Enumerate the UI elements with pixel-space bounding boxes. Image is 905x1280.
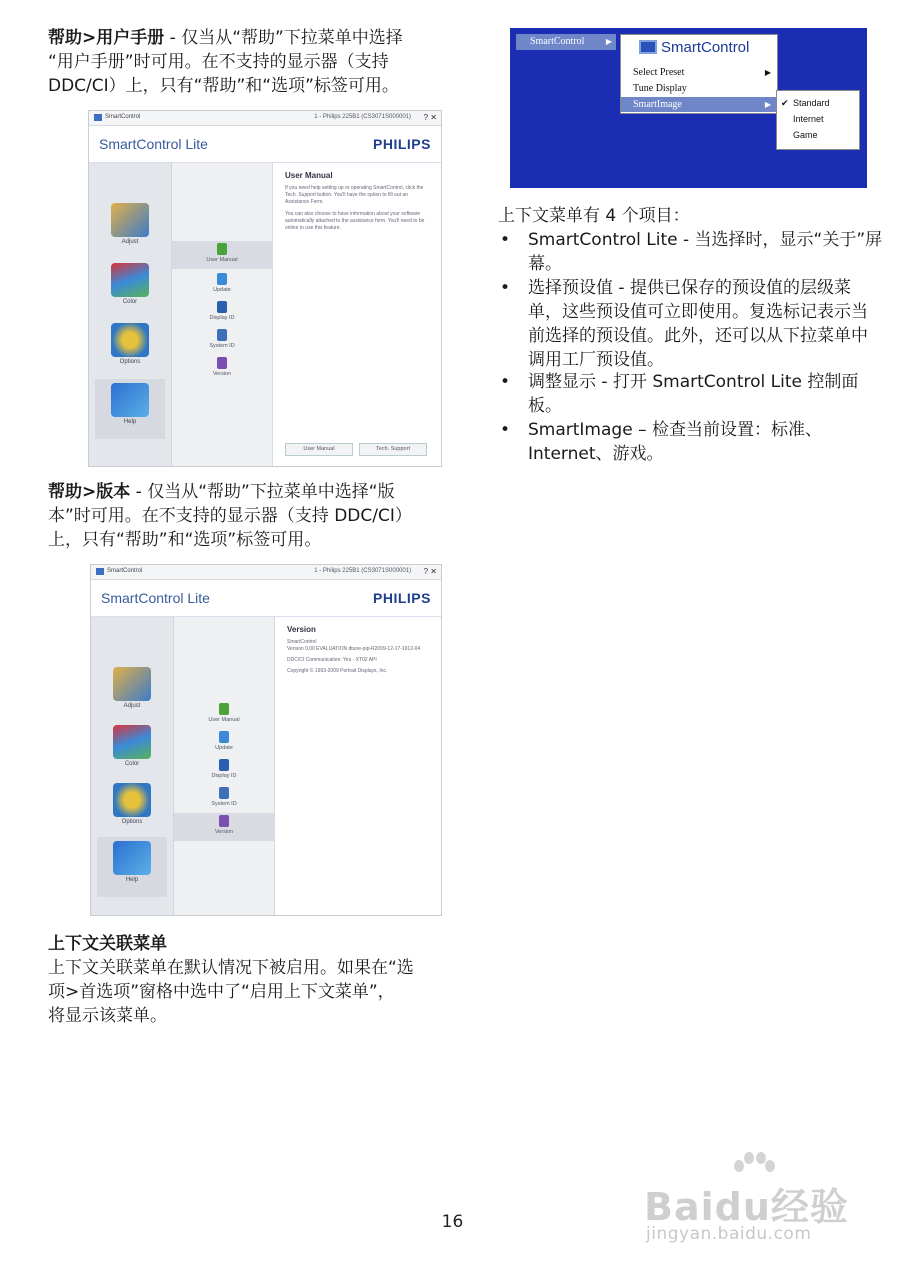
display-id-icon (217, 301, 227, 313)
user-manual-heading: 帮助>用户手册 (48, 28, 165, 48)
sub-display-id[interactable]: Display ID (174, 757, 274, 785)
user-manual-button[interactable]: User Manual (285, 443, 353, 456)
content-title: Version (287, 625, 316, 634)
product-title: SmartControl Lite (99, 136, 208, 152)
smartcontrol-app-icon (96, 568, 104, 575)
smartcontrol-submenu (620, 34, 778, 114)
context-menu-screenshot (510, 28, 867, 188)
sub-system-id[interactable]: System ID (174, 785, 274, 813)
version-heading: 帮助>版本 (48, 482, 131, 502)
nav-color[interactable]: Color (97, 721, 167, 781)
help-question-icon (111, 383, 149, 417)
sub-update[interactable]: Update (172, 271, 272, 299)
sub-menu-column (174, 617, 275, 915)
nav-options[interactable]: Options (97, 779, 167, 839)
user-manual-screenshot (88, 110, 442, 467)
version-screenshot (90, 564, 442, 916)
version-icon (217, 357, 227, 369)
app-header (89, 126, 441, 163)
nav-help[interactable]: Help (97, 837, 167, 897)
sub-user-manual[interactable]: User Manual (172, 241, 272, 269)
baidu-watermark (640, 1150, 870, 1250)
sub-menu-column (172, 163, 273, 466)
product-title: SmartControl Lite (101, 590, 210, 606)
help-question-icon (113, 841, 151, 875)
color-icon (111, 263, 149, 297)
color-icon (113, 725, 151, 759)
window-controls[interactable]: ? ✕ (423, 567, 437, 576)
version-info: SmartControl Version 0.00 EVALUATION dtune-pip-R2009-12-17-1912-04 DDC/CI Communication: Yes - XT02 API Copyright © 1993-2009 Portrait Displays, Inc. (287, 639, 421, 674)
content-pane (273, 163, 441, 466)
content-title: User Manual (285, 171, 333, 180)
version-paragraph: 帮助>版本 - 仅当从“帮助”下拉菜单中选择“版 本”时可用。在不支持的显示器（支持 DDC/CI） 上，只有“帮助”和“选项”标签可用。 (48, 482, 412, 550)
context-menu-intro: 上下文菜单有 4 个项目： (498, 206, 690, 226)
submenu-arrow-icon: ▶ (605, 37, 612, 46)
context-menu-paragraph: 上下文关联菜单 上下文关联菜单在默认情况下被启用。如果在“选 项>首选项”窗格中选中了“启用上下文菜单”， 将显示该菜单。 (48, 934, 414, 1026)
menu-standard[interactable]: ✔ Standard (777, 95, 859, 111)
brand-logo: PHILIPS (373, 590, 431, 606)
sub-user-manual[interactable]: User Manual (174, 701, 274, 729)
sub-display-id[interactable]: Display ID (172, 299, 272, 327)
app-header (91, 580, 441, 617)
user-manual-icon (219, 703, 229, 715)
menu-internet[interactable]: Internet (793, 114, 824, 124)
version-icon (219, 815, 229, 827)
sub-version[interactable]: Version (172, 355, 272, 383)
content-pane (275, 617, 441, 915)
context-menu-heading: 上下文关联菜单 (48, 934, 167, 954)
user-manual-paragraph: 帮助>用户手册 - 仅当从“帮助”下拉菜单中选择 “用户手册”时可用。在不支持的显示器（支持 DDC/CI）上，只有“帮助”和“选项”标签可用。 (48, 28, 403, 96)
checkmark-icon: ✔ (781, 98, 789, 108)
nav-column (89, 163, 172, 466)
nav-options[interactable]: Options (95, 319, 165, 379)
options-gear-icon (111, 323, 149, 357)
adjust-icon (111, 203, 149, 237)
watermark-url: jingyan.baidu.com (646, 1224, 812, 1244)
menu-game[interactable]: Game (793, 130, 818, 140)
window-titlebar: SmartControl 1 - Philips 225B1 (CS3071S000001) ? ✕ (91, 565, 441, 580)
user-manual-icon (217, 243, 227, 255)
page-number: 16 (441, 1212, 464, 1232)
smartimage-submenu (776, 90, 860, 150)
window-controls[interactable]: ? ✕ (423, 113, 437, 122)
nav-color[interactable]: Color (95, 259, 165, 319)
system-id-icon (217, 329, 227, 341)
sub-version[interactable]: Version (174, 813, 274, 841)
update-icon (217, 273, 227, 285)
brand-logo: PHILIPS (373, 136, 431, 152)
menu-smartimage[interactable]: SmartImage ▶ (621, 97, 777, 112)
nav-adjust[interactable]: Adjust (95, 199, 165, 259)
nav-adjust[interactable]: Adjust (97, 663, 167, 723)
sub-system-id[interactable]: System ID (172, 327, 272, 355)
menu-tune-display[interactable]: Tune Display (633, 83, 687, 94)
submenu-header: SmartControl (661, 39, 750, 56)
menu-select-preset[interactable]: Select Preset ▶ (633, 67, 771, 78)
nav-help[interactable]: Help (95, 379, 165, 439)
nav-column (91, 617, 174, 915)
smartcontrol-app-icon (94, 114, 102, 121)
update-icon (219, 731, 229, 743)
submenu-arrow-icon: ▶ (764, 68, 771, 77)
display-id-icon (219, 759, 229, 771)
adjust-icon (113, 667, 151, 701)
context-root-item[interactable]: SmartControl ▶ (516, 34, 616, 50)
sub-update[interactable]: Update (174, 729, 274, 757)
tech-support-button[interactable]: Tech. Support (359, 443, 427, 456)
window-titlebar: SmartControl 1 - Philips 225B1 (CS3071S000001) ? ✕ (89, 111, 441, 126)
system-id-icon (219, 787, 229, 799)
options-gear-icon (113, 783, 151, 817)
content-body: If you need help setting up or operating SmartControl, click the Tech. Support button. You'll have the option to fill out an Assistance Form. You can also choose to have information about your software automatically attached to the assistance form. You'll need to be online to use this feature. (285, 185, 425, 231)
monitor-logo-icon (639, 40, 657, 54)
submenu-arrow-icon: ▶ (764, 100, 771, 109)
watermark-logo-text: Baidu经验 (644, 1185, 849, 1229)
